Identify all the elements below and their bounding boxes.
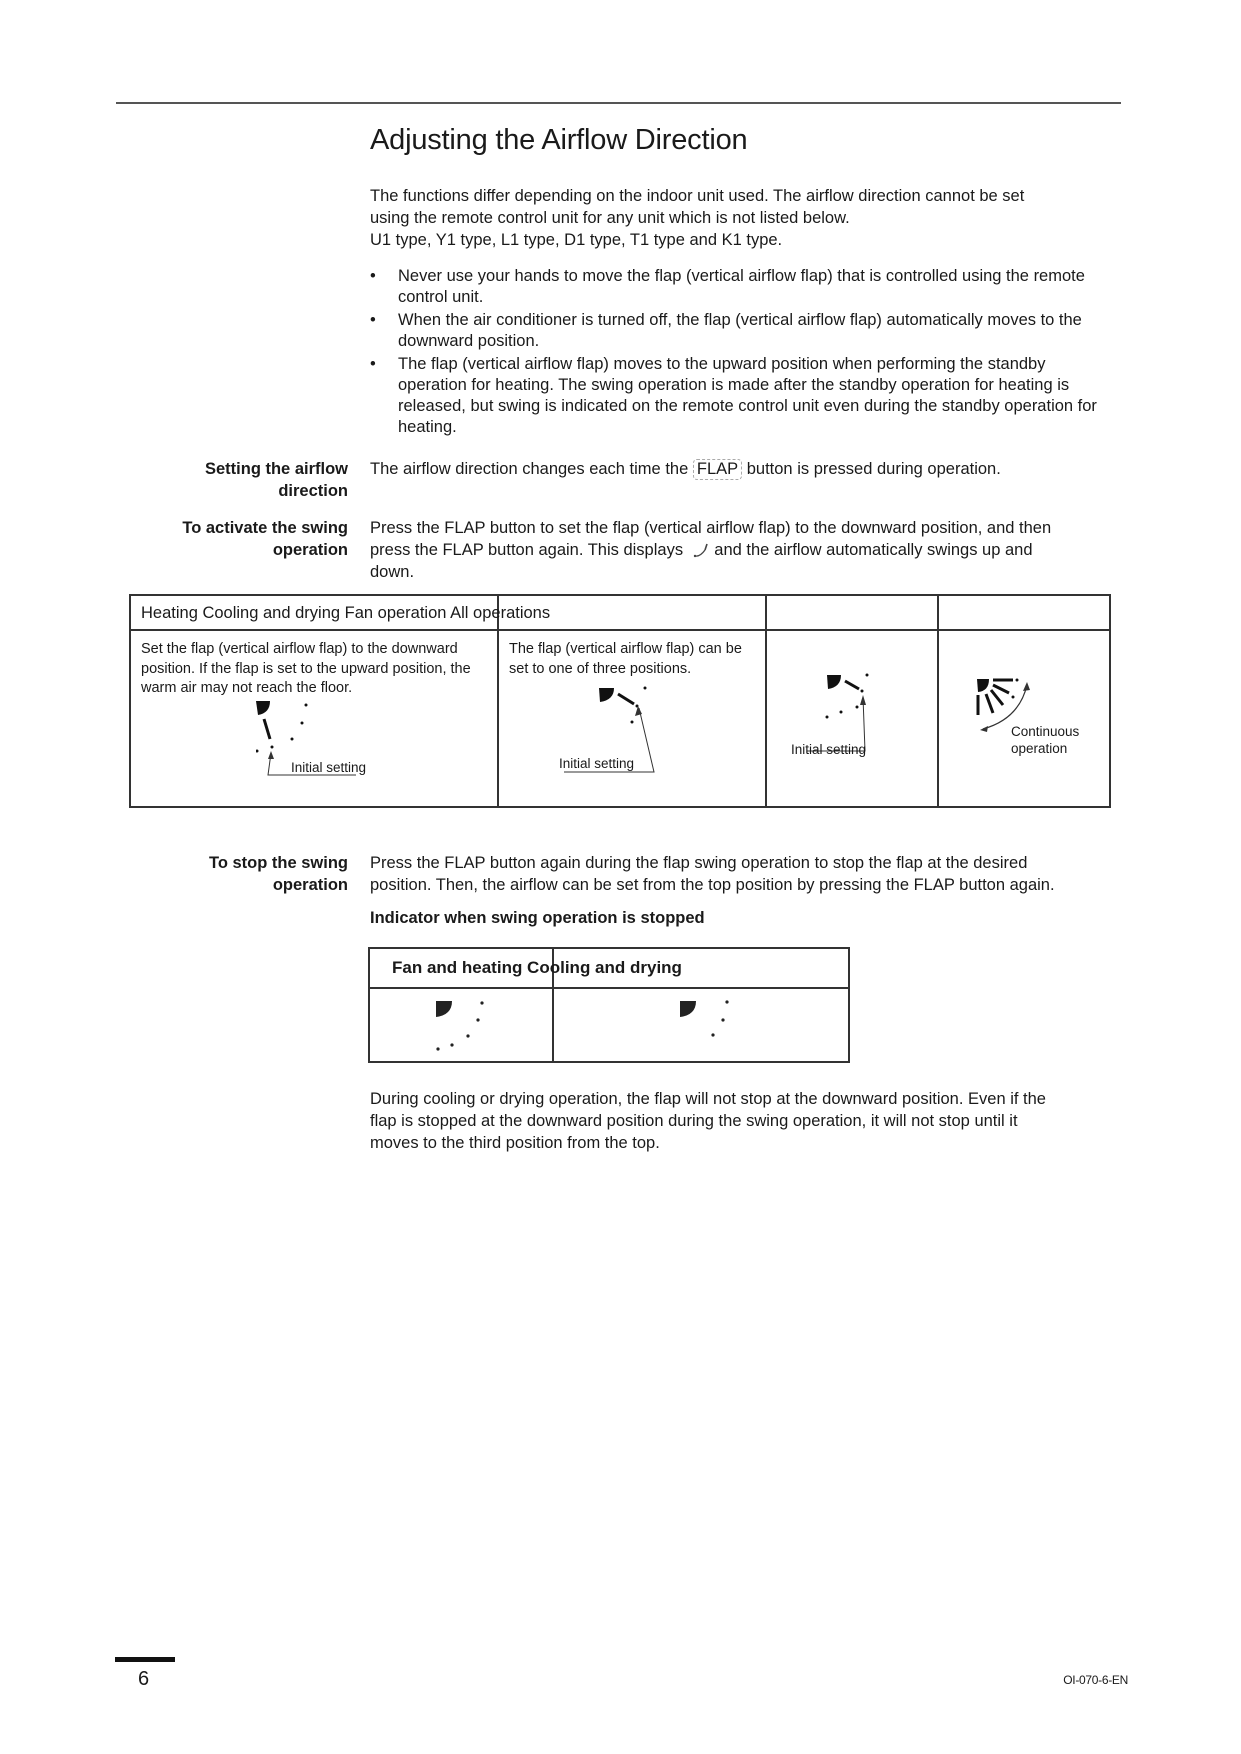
table-cell-all: [938, 630, 1110, 807]
label-line: operation: [272, 541, 348, 559]
table-header-text: Heating Cooling and drying Fan operation All operations: [141, 604, 551, 622]
intro-line: using the remote control unit for any unit which is not listed below.: [370, 209, 850, 227]
activate-line: Press the FLAP button to set the flap (vertical airflow flap) to the downward position, and then: [370, 519, 1052, 537]
header-rule: [116, 102, 1121, 104]
section-label-setting: [128, 458, 348, 502]
note-line: moves to the third position from the top.: [370, 1134, 660, 1152]
footer-bar: [115, 1657, 175, 1662]
activate-text: [370, 517, 1115, 583]
setting-text-after: button is pressed during operation.: [746, 460, 1001, 478]
callout-initial-setting: Initial setting: [291, 760, 367, 775]
document-code: OI-070-6-EN: [1063, 1673, 1128, 1687]
table-header-cell: [130, 595, 766, 630]
stop-indicator-table: [368, 947, 850, 1063]
intro-paragraph: [370, 185, 1110, 251]
stop-line: Press the FLAP button again during the flap swing operation to stop the flap at the desired: [370, 854, 1028, 872]
page-number: 6: [138, 1668, 150, 1690]
intro-line: U1 type, Y1 type, L1 type, D1 type, T1 type and K1 type.: [370, 231, 783, 249]
callout-continuous-operation: [1011, 723, 1079, 757]
list-item: [370, 266, 1115, 308]
list-item-text: When the air conditioner is turned off, the flap (vertical airflow flap) automatically moves to the downward position.: [398, 311, 1082, 350]
table-cell-cooling-drying: [553, 988, 849, 1062]
activate-text-after: and the airflow automatically swings up and: [714, 541, 1033, 559]
activate-line: [370, 539, 1115, 561]
list-item-text: Never use your hands to move the flap (vertical airflow flap) that is controlled using the remote control unit.: [398, 267, 1085, 306]
callout-initial-setting: Initial setting: [791, 742, 867, 757]
table-header-cell: [369, 948, 849, 988]
swing-indicator-icon: [692, 541, 712, 559]
table-cell-cooling: [498, 630, 766, 807]
caution-list: [370, 266, 1115, 440]
stop-text: [370, 852, 1120, 896]
callout-line: operation: [1011, 741, 1068, 756]
activate-text-before: press the FLAP button again. This displays: [370, 541, 684, 559]
flap-stopped-indicator-icon: [430, 997, 490, 1057]
table-cell-heating: [130, 630, 498, 807]
cell-text: Set the flap (vertical airflow flap) to the downward position. If the flap is set to the upward position, the warm air may not reach the floor.: [141, 641, 471, 696]
label-line: direction: [278, 482, 348, 500]
note-line: flap is stopped at the downward position during the swing operation, it will not stop until it: [370, 1112, 1018, 1130]
flap-positions-table: [129, 594, 1111, 808]
bullet-icon: •: [370, 311, 376, 329]
note-line: During cooling or drying operation, the flap will not stop at the downward position. Even if the: [370, 1090, 1046, 1108]
table-cell-fan-heating: [369, 988, 553, 1062]
label-line: To activate the swing: [182, 519, 348, 537]
section-label-activate: [128, 517, 348, 561]
bullet-icon: •: [370, 355, 376, 373]
callout-initial-setting: Initial setting: [559, 756, 635, 771]
setting-text-before: The airflow direction changes each time the: [370, 460, 689, 478]
stop-line: position. Then, the airflow can be set from the top position by pressing the FLAP button again.: [370, 876, 1055, 894]
list-item: [370, 310, 1115, 352]
cell-text: The flap (vertical airflow flap) can be set to one of three positions.: [509, 641, 742, 677]
table-cell-fan: [766, 630, 938, 807]
intro-line: The functions differ depending on the indoor unit used. The airflow direction cannot be set: [370, 187, 1025, 205]
label-line: operation: [272, 876, 348, 894]
table-header-cell: [938, 595, 1110, 630]
table-header-text: Fan and heating Cooling and drying: [392, 958, 682, 977]
list-item-text: The flap (vertical airflow flap) moves to the upward position when performing the standby operation for heating. The swing operation is made after the standby operation for heating is released, but swing is indicated on the remote control unit even during the standby operation for heating.: [398, 355, 1097, 436]
label-line: Setting the airflow: [204, 460, 348, 478]
label-line: To stop the swing: [208, 854, 348, 872]
indicator-heading: Indicator when swing operation is stopped: [370, 909, 705, 927]
flap-stopped-indicator-icon: [674, 997, 734, 1057]
flap-button-glyph: FLAP: [693, 459, 742, 480]
bullet-icon: •: [370, 267, 376, 285]
list-item: [370, 354, 1115, 438]
page-title: Adjusting the Airflow Direction: [370, 124, 748, 156]
callout-line: Continuous: [1011, 724, 1080, 739]
setting-text: [370, 458, 1110, 480]
table-header-cell: [766, 595, 938, 630]
section-label-stop: [128, 852, 348, 896]
activate-line: down.: [370, 563, 415, 581]
closing-note: [370, 1088, 1120, 1154]
